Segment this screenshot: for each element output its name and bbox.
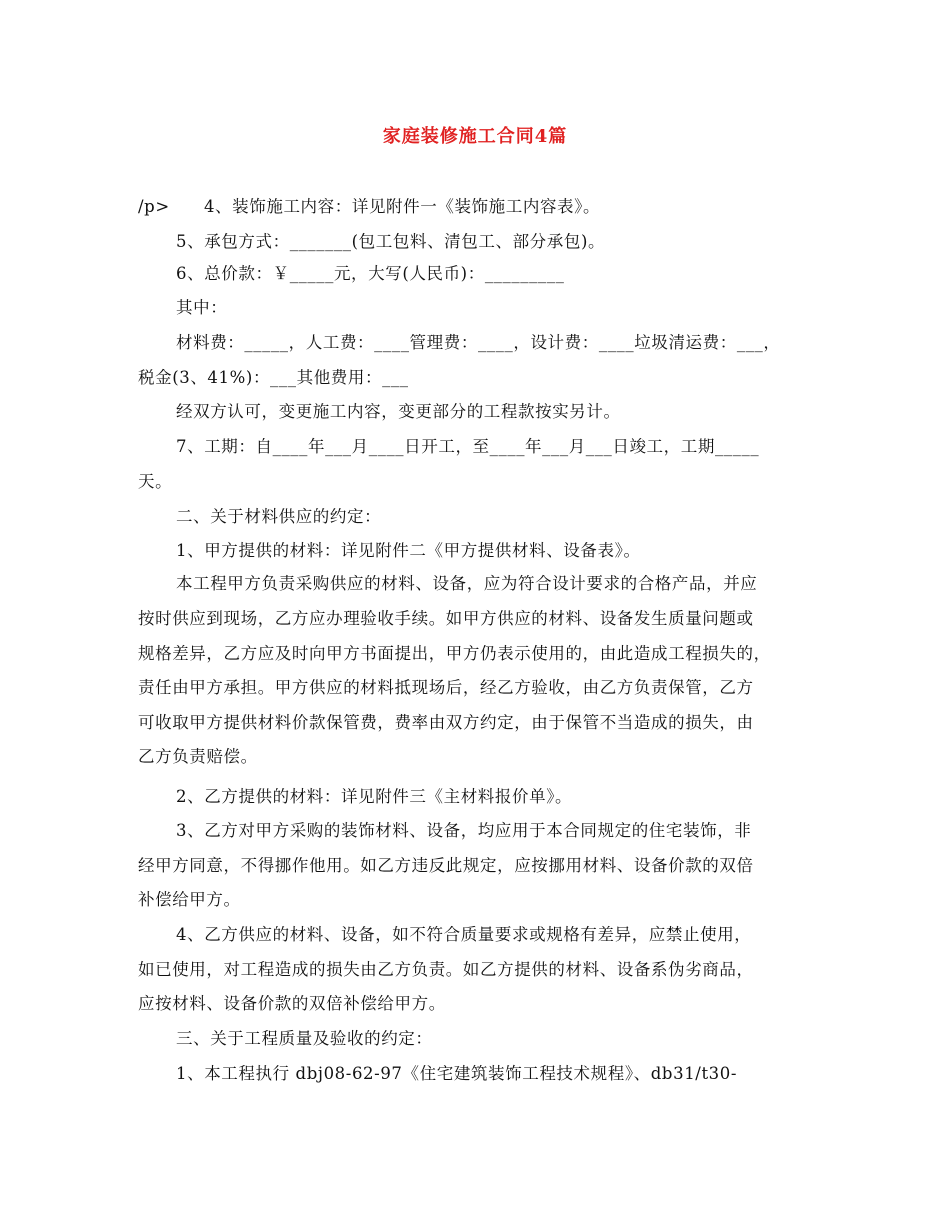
body-line: 材料费：_____，人工费：____管理费：____，设计费：____垃圾清运费：___， bbox=[176, 333, 781, 352]
body-line: 税金(3、41%)：___其他费用：___ bbox=[138, 368, 409, 387]
body-line: 4、乙方供应的材料、设备，如不符合质量要求或规格有差异，应禁止使用， bbox=[176, 925, 752, 944]
section-heading: 三、关于工程质量及验收的约定： bbox=[176, 1029, 433, 1048]
body-line: 乙方负责赔偿。 bbox=[138, 747, 258, 766]
section-heading: 二、关于材料供应的约定： bbox=[176, 507, 382, 526]
body-line: 经甲方同意，不得挪作他用。如乙方违反此规定，应按挪用材料、设备价款的双倍 bbox=[138, 856, 754, 875]
body-line: 可收取甲方提供材料价款保管费，费率由双方约定，由于保管不当造成的损失，由 bbox=[138, 713, 754, 732]
body-line: 应按材料、设备价款的双倍补偿给甲方。 bbox=[138, 994, 446, 1013]
body-line: 天。 bbox=[138, 472, 173, 491]
body-line: 责任由甲方承担。甲方供应的材料抵现场后，经乙方验收，由乙方负责保管，乙方 bbox=[138, 678, 754, 697]
body-line: /p> 4、装饰施工内容：详见附件一《装饰施工内容表》。 bbox=[138, 197, 601, 216]
body-line: 5、承包方式：_______(包工包料、清包工、部分承包)。 bbox=[176, 232, 606, 251]
document-title: 家庭装修施工合同4篇 bbox=[382, 126, 568, 147]
body-line: 按时供应到现场，乙方应办理验收手续。如甲方供应的材料、设备发生质量问题或 bbox=[138, 609, 754, 628]
body-line: 如已使用，对工程造成的损失由乙方负责。如乙方提供的材料、设备系伪劣商品， bbox=[138, 960, 754, 979]
body-line: 3、乙方对甲方采购的装饰材料、设备，均应用于本合同规定的住宅装饰，非 bbox=[176, 821, 752, 840]
body-line: 本工程甲方负责采购供应的材料、设备，应为符合设计要求的合格产品，并应 bbox=[176, 574, 758, 593]
body-line: 经双方认可，变更施工内容，变更部分的工程款按实另计。 bbox=[176, 402, 621, 421]
body-line: 7、工期：自____年___月____日开工，至____年___月___日竣工，工期_____ bbox=[176, 437, 760, 456]
body-line: 6、总价款：￥_____元，大写(人民币)：_________ bbox=[176, 264, 565, 283]
body-line: 2、乙方提供的材料：详见附件三《主材料报价单》。 bbox=[176, 787, 573, 806]
body-line: 规格差异，乙方应及时向甲方书面提出，甲方仍表示使用的，由此造成工程损失的， bbox=[138, 644, 771, 663]
body-line: 1、本工程执行 dbj08-62-97《住宅建筑装饰工程技术规程》、db31/t30- bbox=[176, 1064, 738, 1083]
body-line: 其中： bbox=[176, 298, 228, 317]
body-line: 补偿给甲方。 bbox=[138, 890, 241, 909]
body-line: 1、甲方提供的材料：详见附件二《甲方提供材料、设备表》。 bbox=[176, 541, 641, 560]
